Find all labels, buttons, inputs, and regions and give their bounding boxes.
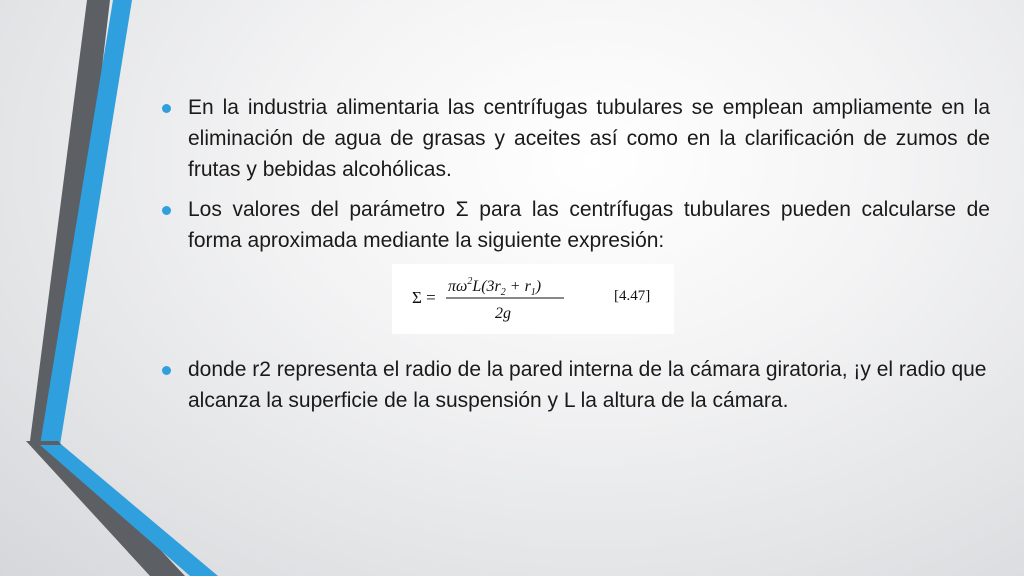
bullet-dot-icon xyxy=(162,206,171,215)
formula-plus: + r xyxy=(505,278,531,295)
formula-L: L(3r xyxy=(472,278,501,295)
bullet-dot-icon xyxy=(162,104,171,113)
formula-sub-1: 1 xyxy=(530,287,536,298)
bullet-item xyxy=(160,194,990,256)
blue-bottom-stripe xyxy=(40,445,218,576)
bullet-text: En la industria alimentaria las centrífugas tubulares se emplean ampliamente en la eliminación de agua de grasas y aceites así como en la clarificación de zumos de frutas y bebidas alcohólicas. xyxy=(188,96,990,181)
formula-denominator: 2g xyxy=(495,305,511,322)
bullet-item xyxy=(160,92,990,185)
formula-close: ) xyxy=(535,278,542,295)
bullet-text: Los valores del parámetro Σ para las centrífugas tubulares pueden calcularse de forma aproximada mediante la siguiente expresión: xyxy=(188,198,990,252)
equation-number: [4.47] xyxy=(614,288,651,304)
formula-lhs: Σ = xyxy=(412,288,436,307)
bullet-item xyxy=(160,354,990,416)
content-area xyxy=(160,92,990,416)
formula-equation xyxy=(392,264,674,334)
formula-sub-2: 2 xyxy=(500,287,506,298)
dark-bottom-stripe xyxy=(26,441,185,576)
formula-numerator xyxy=(448,276,541,298)
formula-exp: 2 xyxy=(467,276,473,287)
spacer xyxy=(160,344,990,354)
formula-image xyxy=(392,264,674,334)
bullet-dot-icon xyxy=(162,366,171,375)
formula-pi-omega: πω xyxy=(448,278,468,295)
bullet-text: donde r2 representa el radio de la pared interna de la cámara giratoria, ¡y el radio que alcanza la superficie de la suspensión y L la altura de la cámara. xyxy=(188,358,987,412)
